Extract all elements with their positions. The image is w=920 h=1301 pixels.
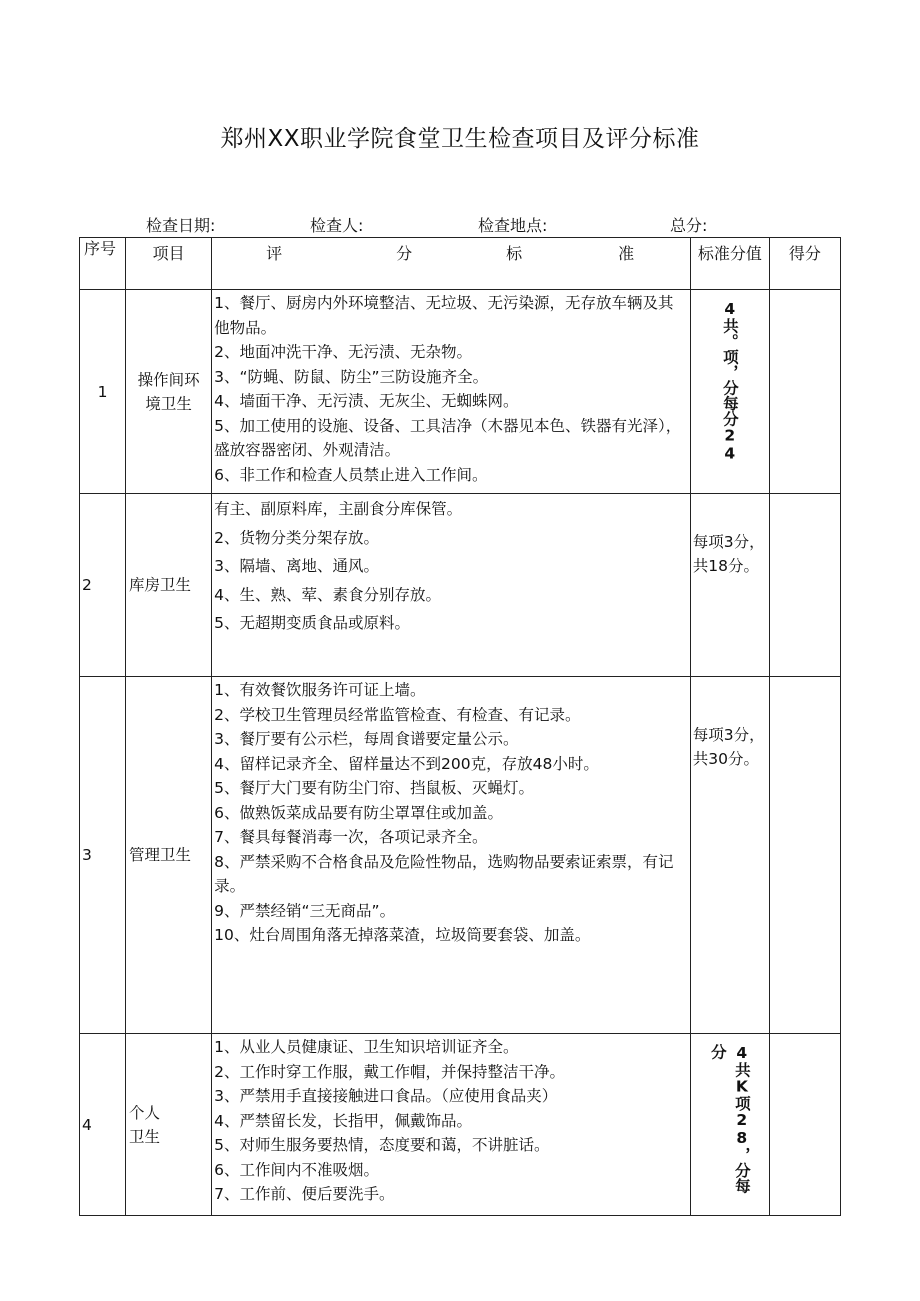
criterion: 2、学校卫生管理员经常监管检查、有检查、有记录。 xyxy=(214,705,581,724)
total-label: 总分: xyxy=(670,216,708,235)
row-seq: 3 xyxy=(80,677,126,1034)
header-seq: 序号 xyxy=(80,238,126,290)
row-item: 库房卫生 xyxy=(126,494,212,677)
header-criteria-char: 准 xyxy=(618,244,635,263)
row-score-cell[interactable] xyxy=(769,494,840,677)
criterion: 4、留样记录齐全、留样量达不到200克，存放48小时。 xyxy=(214,754,599,773)
row-item: 个人卫生 xyxy=(126,1034,212,1216)
criterion: 5、对师生服务要热情，态度要和蔼，不讲脏话。 xyxy=(214,1136,550,1154)
criterion: 9、严禁经销“三无商品”。 xyxy=(214,901,396,920)
table-row xyxy=(80,290,841,494)
header-item: 项目 xyxy=(126,238,212,290)
table-row xyxy=(80,677,841,1034)
table-row xyxy=(80,1034,841,1216)
row-standard-score: 每项3分，共18分。 xyxy=(690,494,769,677)
criterion: 6、工作间内不准吸烟。 xyxy=(214,1160,380,1179)
criterion: 4、生、熟、荤、素食分别存放。 xyxy=(214,585,442,604)
row-item: 操作间环境卫生 xyxy=(126,290,212,494)
criterion: 4、严禁留长发，长指甲，佩戴饰品。 xyxy=(214,1111,473,1130)
header-criteria-char: 标 xyxy=(506,244,523,263)
inspector-label: 检查人: xyxy=(310,216,364,235)
criterion: 5、餐厅大门要有防尘门帘、挡鼠板、灭蝇灯。 xyxy=(214,779,535,797)
criterion: 4、墙面干净、无污渍、无灰尘、无蜘蛛网。 xyxy=(214,392,519,410)
row-criteria xyxy=(212,494,691,677)
criterion: 5、无超期变质食品或原料。 xyxy=(214,614,411,632)
row-standard-score xyxy=(690,1034,769,1216)
row-criteria xyxy=(212,1034,691,1216)
criterion: 6、做熟饭菜成品要有防尘罩罩住或加盖。 xyxy=(214,803,504,822)
criterion: 3、“防蝇、防鼠、防尘”三防设施齐全。 xyxy=(214,367,489,386)
table-row xyxy=(80,494,841,677)
row-score-cell[interactable] xyxy=(769,1034,840,1216)
criterion: 6、非工作和检查人员禁止进入工作间。 xyxy=(214,465,488,484)
row-seq: 1 xyxy=(80,290,126,494)
standard-score-text: 4共。项，分每分24 xyxy=(720,300,739,463)
criterion: 7、餐具每餐消毒一次，各项记录齐全。 xyxy=(214,828,488,846)
row-score-cell[interactable] xyxy=(769,290,840,494)
location-label: 检查地点: xyxy=(478,216,548,235)
header-standard-score: 标准分值 xyxy=(690,238,769,290)
table-header-row xyxy=(80,238,841,290)
row-score-cell[interactable] xyxy=(769,677,840,1034)
criterion: 10、灶台周围角落无掉落菜渣，垃圾筒要套袋、加盖。 xyxy=(214,926,591,944)
criterion: 2、货物分类分架存放。 xyxy=(214,528,380,547)
date-label: 检查日期: xyxy=(146,216,216,235)
row-seq: 4 xyxy=(80,1034,126,1216)
row-criteria xyxy=(212,677,691,1034)
header-criteria-char: 评 xyxy=(266,244,283,263)
criterion: 7、工作前、便后要洗手。 xyxy=(214,1185,395,1203)
standard-score-text: 4共K项28，分每分 xyxy=(708,1044,751,1194)
criterion: 3、餐厅要有公示栏，每周食谱要定量公示。 xyxy=(214,730,519,748)
header-criteria-char: 分 xyxy=(396,244,413,263)
criterion: 1、有效餐饮服务许可证上墙。 xyxy=(214,681,426,699)
row-seq: 2 xyxy=(80,494,126,677)
criterion: 有主、副原料库，主副食分库保管。 xyxy=(214,500,463,518)
criterion: 2、工作时穿工作服，戴工作帽，并保持整洁干净。 xyxy=(214,1062,566,1081)
criterion: 8、严禁采购不合格食品及危险性物品，选购物品要索证索票，有记录。 xyxy=(214,852,674,895)
row-item: 管理卫生 xyxy=(126,677,212,1034)
scoring-table xyxy=(79,237,841,1216)
criterion: 2、地面冲洗干净、无污渍、无杂物。 xyxy=(214,343,473,361)
criterion: 3、隔墙、离地、通风。 xyxy=(214,557,380,575)
criterion: 5、加工使用的设施、设备、工具洁净（木器见本色、铁器有光泽），盛放容器密闭、外观清洁。 xyxy=(214,416,682,459)
row-criteria xyxy=(212,290,691,494)
page-title: 郑州XX职业学院食堂卫生检查项目及评分标准 xyxy=(220,126,700,152)
criterion: 1、从业人员健康证、卫生知识培训证齐全。 xyxy=(214,1038,519,1056)
row-standard-score: 每项3分，共30分。 xyxy=(690,677,769,1034)
header-criteria xyxy=(212,238,691,290)
criterion: 1、餐厅、厨房内外环境整洁、无垃圾、无污染源，无存放车辆及其他物品。 xyxy=(214,294,674,337)
row-standard-score xyxy=(690,290,769,494)
header-score: 得分 xyxy=(769,238,840,290)
criterion: 3、严禁用手直接接触进口食品。（应使用食品夹） xyxy=(214,1087,558,1105)
